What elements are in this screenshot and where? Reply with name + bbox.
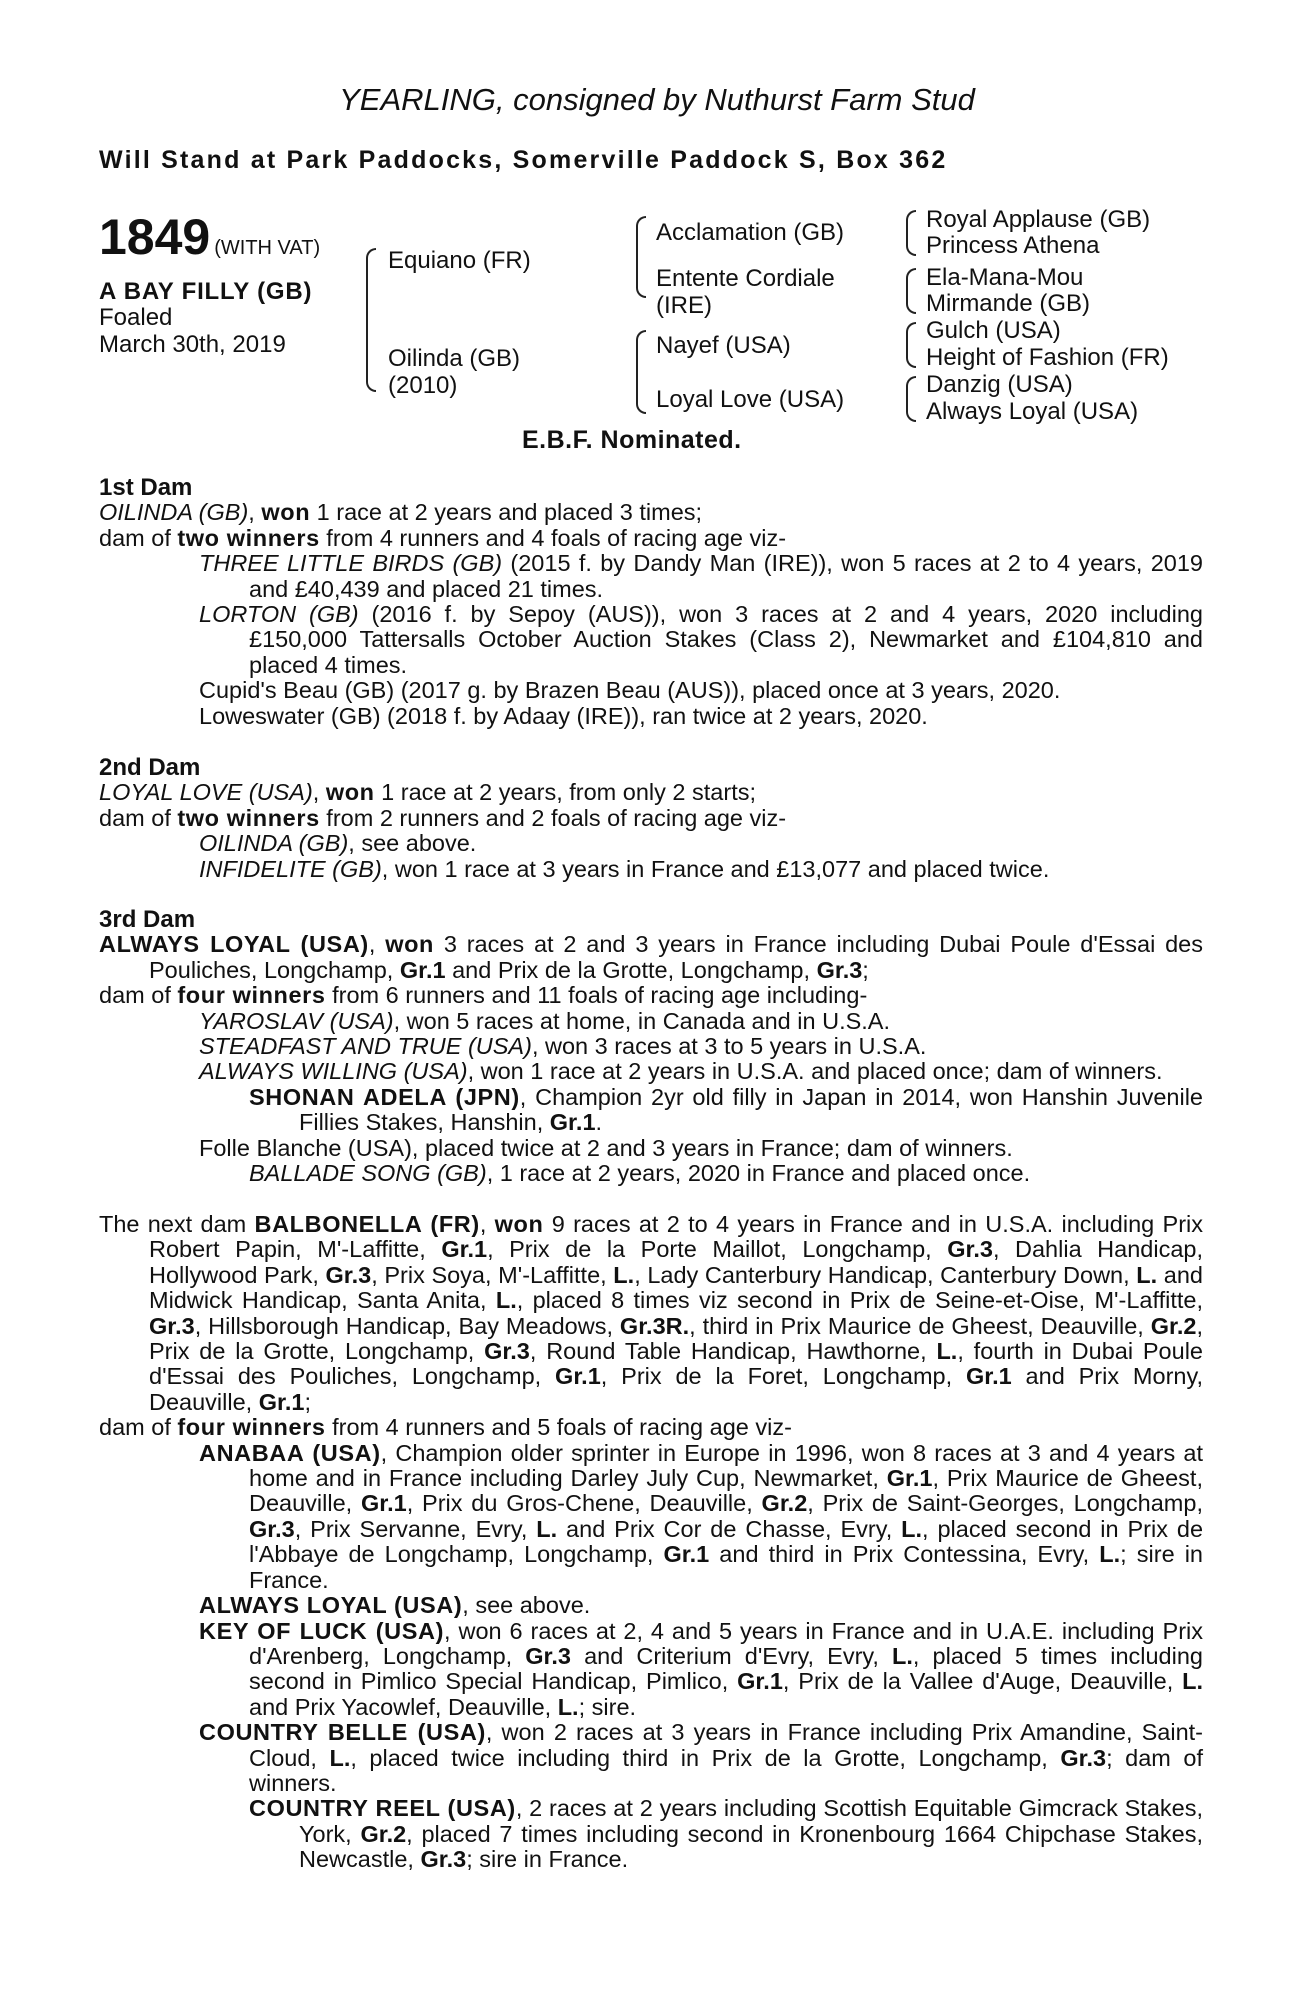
text: , won 2 races at 3 years in France including Prix Amandine, Saint-Cloud, [249,1719,1204,1771]
produce-name: LORTON (GB) [199,601,359,628]
produce-record: , won 1 race at 2 years in U.S.A. and placed once; dam of winners. [467,1058,1163,1085]
text: dam of [99,804,178,831]
won-label: won [261,499,311,526]
lot-name: A BAY FILLY (GB) [99,278,313,305]
text: , Prix Maurice de Gheest, Deauville, [249,1465,1203,1517]
produce-entry: Folle Blanche (USA), placed twice at 2 and 3 years in France; dam of winners. [199,1134,1013,1161]
grade-label: L. [613,1261,635,1288]
produce-entry [99,1593,1203,1618]
text: 3 races at 2 and 3 years in France including Dubai Poule d'Essai des Pouliches, Longchamp, [149,931,1203,983]
text: ; [304,1388,311,1415]
text: , placed twice including third in Prix de la Grotte, Longchamp, [350,1744,1061,1771]
dam-name: LOYAL LOVE (USA) [99,779,313,806]
grand-produce-entry [99,1796,1203,1872]
pedigree-g2: Princess Athena [926,232,1100,259]
pedigree-sire: Equiano (FR) [388,247,531,274]
text: ; sire in France. [249,1541,1203,1593]
grade-label: Gr.3 [525,1642,571,1669]
produce-entry: Cupid's Beau (GB) (2017 g. by Brazen Beau (AUS)), placed once at 3 years, 2020. [199,677,1061,704]
text: The next dam [99,1211,255,1237]
grade-label: L. [557,1693,579,1720]
produce-entry [99,1034,1203,1059]
produce-record: (2015 f. by Dandy Man (IRE)), won 5 races at 2 to 4 years, 2019 and £40,439 and placed 21 times. [249,550,1203,602]
produce-entry [99,1720,1203,1796]
next-dam-line [99,1212,1203,1415]
vat-note: (WITH VAT) [214,237,321,259]
produce-name: BALLADE SONG (GB) [249,1160,487,1187]
grade-label: Gr.1 [549,1109,596,1136]
grade-label: Gr.2 [360,1820,407,1847]
separator: , [248,499,262,526]
text: ; sire. [578,1693,637,1720]
first-dam-heading: 1st Dam [99,474,193,501]
text: 9 races at 2 to 4 years in France and in U.S.A. including Prix Robert Papin, M'-Laffitte, [149,1211,1204,1263]
grade-label: Gr.1 [360,1490,407,1517]
grade-label: L. [1182,1668,1204,1695]
separator: , [479,1211,495,1237]
grade-label: Gr.1 [258,1388,305,1415]
pedigree-g7: Danzig (USA) [926,371,1073,398]
text: from 6 runners and 11 foals of racing age including- [325,982,868,1009]
text: from 4 runners and 5 foals of racing age viz- [325,1414,792,1441]
text: , Round Table Handicap, Hawthorne, [529,1338,937,1365]
grade-label: Gr.1 [555,1363,601,1390]
produce-summary [99,1415,1203,1440]
produce-name: OILINDA (GB) [199,830,349,857]
grand-produce-entry [99,1161,1203,1186]
produce-record: , 1 race at 2 years, 2020 in France and placed once. [486,1160,1031,1187]
produce-summary [99,526,1203,551]
produce-name: INFIDELITE (GB) [199,855,382,882]
foaled-label: Foaled [99,304,173,331]
text: ; dam of winners. [249,1744,1203,1796]
dam-name: ALWAYS LOYAL (USA) [99,931,369,958]
next-dam-section [99,1212,1203,1873]
produce-name: COUNTRY BELLE (USA) [199,1719,486,1746]
produce-entry [99,1059,1203,1084]
grade-label: Gr.1 [399,956,446,983]
first-dam-section [99,475,1203,729]
text: and Prix Morny, Deauville, [149,1363,1203,1415]
text: , placed second in Prix de l'Abbaye de Longchamp, Longchamp, [249,1515,1204,1568]
text: from 2 runners and 2 foals of racing age viz- [319,804,787,831]
brace-sire [636,216,646,298]
won-label: won [494,1211,544,1237]
grade-label: L. [495,1287,517,1314]
pedigree-sire-dam-country: (IRE) [656,292,712,319]
produce-entry [99,551,1203,602]
text: and Prix de la Grotte, Longchamp, [445,956,817,983]
produce-name: ALWAYS WILLING (USA) [199,1058,468,1085]
won-label: won [325,779,375,806]
grade-label: Gr.1 [441,1236,488,1263]
text: , third in Prix Maurice de Gheest, Deauville, [689,1312,1151,1339]
text: , see above. [462,1592,591,1619]
grade-label: Gr.1 [663,1541,710,1568]
produce-entry [99,1441,1203,1593]
winners-count: four winners [177,1414,326,1441]
dam-name: BALBONELLA (FR) [254,1211,480,1237]
brace-g2 [906,268,916,314]
lot-number: 1849 [99,209,211,265]
produce-name: THREE LITTLE BIRDS (GB) [199,550,503,577]
text: . [595,1109,603,1136]
grade-label: L. [536,1515,558,1542]
text: ; [862,956,869,983]
grade-label: Gr.3 [420,1846,467,1873]
produce-summary [99,983,1203,1008]
race-record: 1 race at 2 years, from only 2 starts; [374,779,757,806]
grade-label: Gr.3 [249,1515,295,1542]
text: dam of [99,982,178,1009]
produce-entry: Loweswater (GB) (2018 f. by Adaay (IRE)), ran twice at 2 years, 2020. [199,702,928,729]
text: , won 6 races at 2, 4 and 5 years in France and in U.A.E. including Prix d'Arenberg, Longchamp, [249,1617,1203,1669]
third-dam-heading: 3rd Dam [99,906,196,933]
text: and Criterium d'Evry, Evry, [571,1642,893,1669]
brace-g3 [906,322,916,368]
produce-record: , see above. [348,830,477,857]
pedigree-g5: Gulch (USA) [926,317,1061,344]
pedigree-dam: Oilinda (GB) [388,345,521,372]
pedigree-g1: Royal Applause (GB) [926,206,1151,233]
produce-record: , won 3 races at 3 to 5 years in U.S.A. [531,1033,927,1060]
pedigree-g8: Always Loyal (USA) [926,398,1139,425]
produce-record: , Champion 2yr old filly in Japan in 2014, won Hanshin Juvenile Fillies Stakes, Hanshin, [299,1083,1203,1136]
text: , Champion older sprinter in Europe in 1996, won 8 races at 3 and 4 years at home and in France including Darley July Cup, Newmarket, [249,1439,1204,1492]
text: and Midwick Handicap, Santa Anita, [149,1261,1203,1314]
text: from 4 runners and 4 foals of racing age viz- [319,524,787,551]
produce-record: , won 5 races at home, in Canada and in U.S.A. [393,1007,891,1034]
brace-main [366,248,376,392]
grade-label: Gr.2 [761,1490,808,1517]
produce-entry [99,857,1203,882]
produce-name: ALWAYS LOYAL (USA) [199,1592,463,1619]
grade-label: L. [901,1515,923,1542]
produce-name: COUNTRY REEL (USA) [249,1795,516,1822]
pedigree-sire-dam: Entente Cordiale [656,265,835,292]
pedigree-sire-sire: Acclamation (GB) [656,219,845,246]
text: , Prix du Gros-Chene, Deauville, [406,1490,762,1517]
grade-label: Gr.3R. [619,1312,690,1339]
brace-dam [636,330,646,414]
separator: , [312,779,326,806]
brace-g1 [906,210,916,256]
produce-summary [99,806,1203,831]
text: and Prix Cor de Chasse, Evry, [557,1515,902,1542]
text: , Prix de la Vallee d'Auge, Deauville, [782,1668,1183,1695]
text: and Prix Yacowlef, Deauville, [249,1693,558,1720]
produce-name: SHONAN ADELA (JPN) [249,1083,520,1110]
grade-label: Gr.2 [1150,1312,1197,1339]
pedigree-g6: Height of Fashion (FR) [926,344,1169,371]
text: , Prix de la Grotte, Longchamp, [149,1312,1204,1365]
third-dam-line [99,932,1203,983]
text: and third in Prix Contessina, Evry, [709,1541,1100,1568]
grade-label: L. [1099,1541,1121,1568]
brace-g4 [906,376,916,422]
consignor-line: YEARLING, consigned by Nuthurst Farm Stud [339,82,975,117]
text: , Prix de la Porte Maillot, Longchamp, [487,1236,948,1263]
ebf-note: E.B.F. Nominated. [522,426,742,454]
foaled-date: March 30th, 2019 [99,331,286,358]
text: , Lady Canterbury Handicap, Canterbury Down, [634,1261,1137,1288]
foaled-info [99,304,286,358]
grade-label: L. [329,1744,351,1771]
grade-label: Gr.3 [1060,1744,1107,1771]
produce-name: ANABAA (USA) [199,1439,381,1466]
grade-label: Gr.1 [737,1668,783,1695]
grade-label: L. [892,1642,913,1669]
produce-entry [99,1619,1203,1721]
pedigree-dam-year: (2010) [388,372,458,399]
grade-label: Gr.3 [947,1236,993,1263]
text: , Prix Soya, M'-Laffitte, [371,1261,614,1288]
pedigree-g4: Mirmande (GB) [926,290,1091,317]
text: , Prix de la Foret, Longchamp, [600,1363,966,1390]
pedigree-dam-dam: Loyal Love (USA) [656,386,845,413]
won-label: won [385,931,434,958]
second-dam-heading: 2nd Dam [99,754,201,781]
winners-count: two winners [177,524,320,551]
text: dam of [99,1414,178,1441]
produce-name: YAROSLAV (USA) [199,1007,394,1034]
third-dam-section [99,907,1203,1186]
text: dam of [99,524,178,551]
grand-produce-entry [99,1085,1203,1136]
text: , Dahlia Handicap, Hollywood Park, [149,1236,1203,1288]
text: , placed 7 times including second in Kronenbourg 1664 Chipchase Stakes, Newcastle, [299,1820,1203,1873]
grade-label: L. [936,1338,958,1365]
text: , placed 5 times including second in Pimlico Special Handicap, Pimlico, [249,1642,1203,1695]
separator: , [368,931,386,958]
stand-location: Will Stand at Park Paddocks, Somerville Paddock S, Box 362 [99,146,948,174]
grade-label: Gr.1 [886,1465,933,1492]
pedigree-g3: Ela-Mana-Mou [926,264,1084,291]
produce-name: STEADFAST AND TRUE (USA) [199,1033,532,1060]
lot-heading [99,208,320,266]
dam-name: OILINDA (GB) [99,499,249,526]
text: , 2 races at 2 years including Scottish Equitable Gimcrack Stakes, York, [299,1795,1203,1847]
first-dam-line [99,500,1203,525]
winners-count: two winners [177,804,320,831]
text: , Prix de Saint-Georges, Longchamp, [807,1490,1203,1517]
produce-entry [99,1009,1203,1034]
produce-record: (2016 f. by Sepoy (AUS)), won 3 races at 2 and 4 years, 2020 including £150,000 Tattersalls October Auction Stakes (Class 2), Newmarket and £104,810 and placed 4 times. [249,601,1203,678]
race-record: 1 race at 2 years and placed 3 times; [310,499,703,526]
grade-label: L. [1136,1261,1158,1288]
second-dam-section [99,755,1203,882]
grade-label: Gr.3 [149,1312,195,1339]
grade-label: Gr.3 [325,1261,372,1288]
grade-label: Gr.1 [965,1363,1012,1390]
text: , Hillsborough Handicap, Bay Meadows, [194,1312,620,1339]
produce-entry [99,831,1203,856]
text: , placed 8 times viz second in Prix de Seine-et-Oise, M'-Laffitte, [516,1287,1203,1314]
text: ; sire in France. [466,1846,629,1873]
text: , fourth in Dubai Poule d'Essai des Pouliches, Longchamp, [149,1338,1203,1390]
winners-count: four winners [177,982,326,1009]
grade-label: Gr.3 [484,1338,530,1365]
text: , Prix Servanne, Evry, [294,1515,537,1542]
second-dam-line [99,780,1203,805]
pedigree-dam-sire: Nayef (USA) [656,332,791,359]
grade-label: Gr.3 [816,956,863,983]
produce-name: KEY OF LUCK (USA) [199,1617,445,1644]
produce-entry [99,602,1203,678]
produce-record: , won 1 race at 3 years in France and £13,077 and placed twice. [381,855,1050,882]
